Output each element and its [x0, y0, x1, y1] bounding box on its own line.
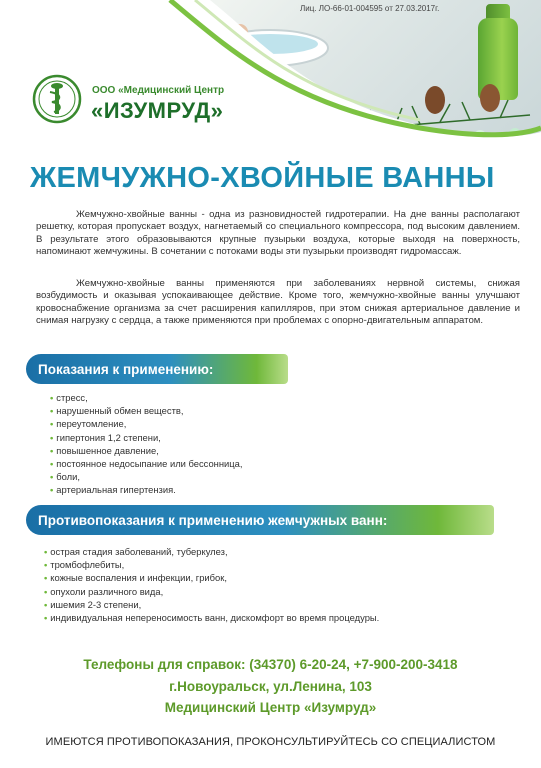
list-item: • переутомление,: [50, 417, 242, 430]
list-item: • тромбофлебиты,: [44, 558, 379, 571]
list-item: • острая стадия заболеваний, туберкулез,: [44, 545, 379, 558]
contraindications-heading: Противопоказания к применению жемчужных ванн:: [26, 505, 494, 535]
list-item: • ишемия 2-3 степени,: [44, 598, 379, 611]
page-title: ЖЕМЧУЖНО-ХВОЙНЫЕ ВАННЫ: [30, 162, 495, 194]
indications-heading: Показания к применению:: [26, 354, 288, 384]
list-item: • повышенное давление,: [50, 444, 242, 457]
contraindications-list: [44, 545, 379, 624]
contact-center-name: Медицинский Центр «Изумруд»: [164, 700, 377, 715]
indications-list: [50, 391, 242, 497]
list-item: • индивидуальная непереносимость ванн, дискомфорт во время процедуры.: [44, 611, 379, 624]
list-item: • стресс,: [50, 391, 242, 404]
emerald-logo-icon: [32, 74, 82, 124]
list-item: • опухоли различного вида,: [44, 585, 379, 598]
contact-address: г.Новоуральск, ул.Ленина, 103: [169, 679, 372, 694]
list-item: • артериальная гипертензия.: [50, 483, 242, 496]
intro-paragraph: Жемчужно-хвойные ванны - одна из разновидностей гидротерапии. На дне ванны располагают решетку, которая пропускает воздух, нагнетаемый со специального компрессора, под высоким давлением. В результате этого образовываются крупные пузырьки воздуха, которые выходя на поверхность, напоминают жемчужины. В сочетании с потоками воды эти пузырьки производят гидромассаж.: [36, 209, 520, 258]
list-item: • кожные воспаления и инфекции, грибок,: [44, 571, 379, 584]
list-item: • гипертония 1,2 степени,: [50, 431, 242, 444]
usage-paragraph: Жемчужно-хвойные ванны применяются при заболеваниях нервной системы, снижая возбудимость и оказывая успокаивающее действие. Кроме того, жемчужно-хвойные ванны улучшают кровоснабжение организма за счет расширения капилляров, при этом снижая артериальное давление и снимая нагрузку с сердца, а также применяются при проблемах с опорно-двигательным аппаратом.: [36, 278, 520, 327]
license-text: Лиц. ЛО-66-01-004595 от 27.03.2017г.: [300, 4, 440, 13]
org-line: ООО «Медицинский Центр: [92, 85, 225, 96]
warning-footer: ИМЕЮТСЯ ПРОТИВОПОКАЗАНИЯ, ПРОКОНСУЛЬТИРУЙТЕСЬ СО СПЕЦИАЛИСТОМ: [45, 736, 496, 748]
org-name: «ИЗУМРУД»: [91, 98, 224, 123]
list-item: • нарушенный обмен веществ,: [50, 404, 242, 417]
contact-phones: Телефоны для справок: (34370) 6-20-24, +7-900-200-3418: [83, 657, 458, 672]
list-item: • постоянное недосыпание или бессонница,: [50, 457, 242, 470]
list-item: • боли,: [50, 470, 242, 483]
